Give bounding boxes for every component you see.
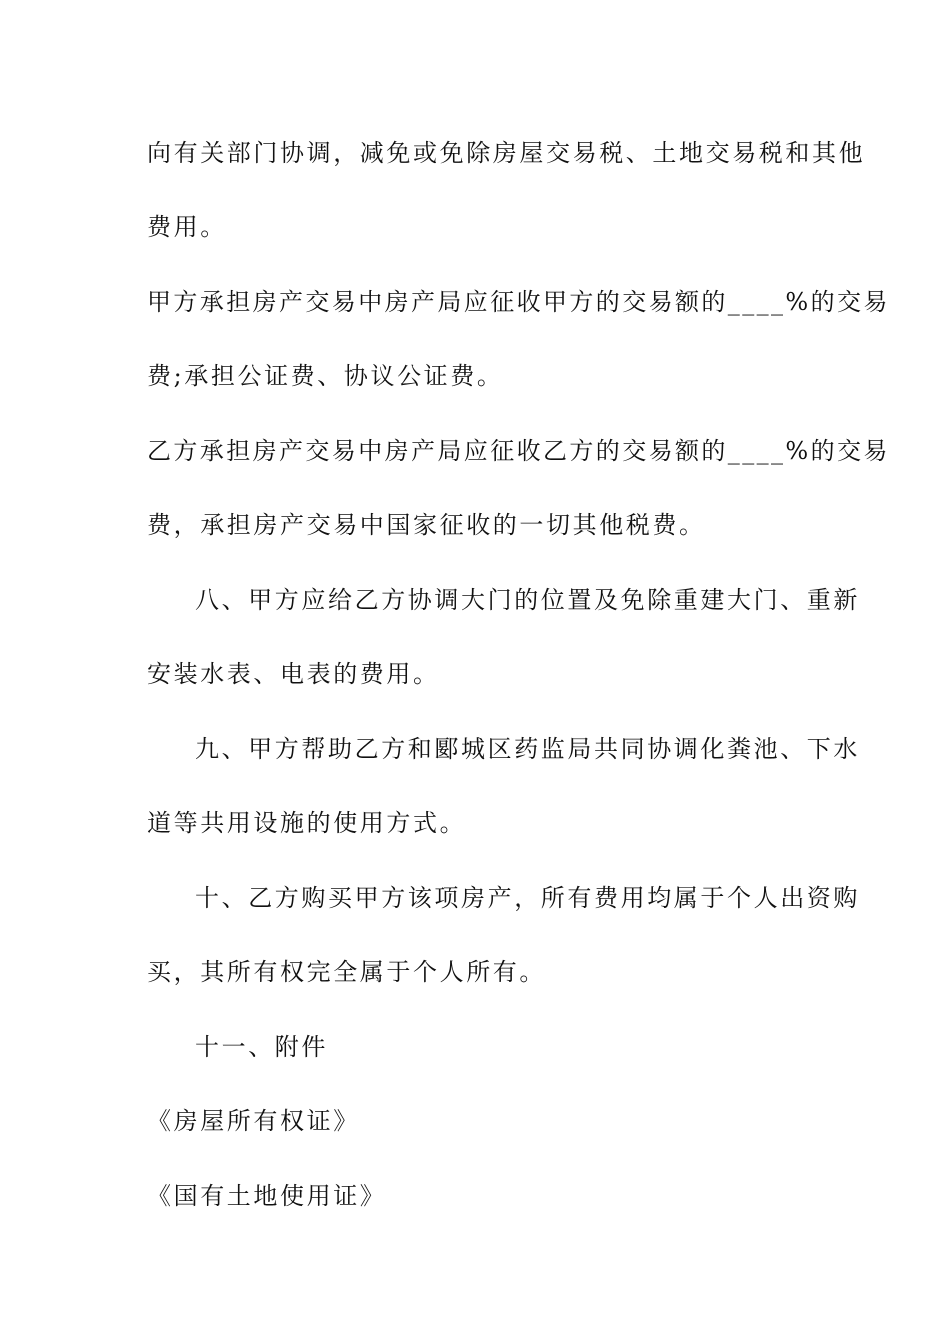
section-9-line: 九、甲方帮助乙方和郾城区药监局共同协调化粪池、下水	[195, 735, 860, 763]
text-line: 乙方承担房产交易中房产局应征收乙方的交易额的____%的交易	[147, 437, 890, 465]
text-line: 费;承担公证费、协议公证费。	[147, 362, 504, 390]
text-line: 费，承担房产交易中国家征收的一切其他税费。	[147, 511, 706, 539]
section-8-line: 八、甲方应给乙方协调大门的位置及免除重建大门、重新	[195, 586, 860, 614]
section-10-line: 十、乙方购买甲方该项房产，所有费用均属于个人出资购	[195, 884, 860, 912]
text-line: 买，其所有权完全属于个人所有。	[147, 958, 546, 986]
text-line: 向有关部门协调，减免或免除房屋交易税、土地交易税和其他	[147, 139, 866, 167]
text-line: 费用。	[147, 213, 227, 241]
text-line: 安装水表、电表的费用。	[147, 660, 440, 688]
text-line: 甲方承担房产交易中房产局应征收甲方的交易额的____%的交易	[147, 288, 890, 316]
attachment-item: 《房屋所有权证》	[147, 1107, 360, 1135]
text-line: 道等共用设施的使用方式。	[147, 809, 467, 837]
section-11-heading: 十一、附件	[195, 1033, 328, 1061]
attachment-item: 《国有土地使用证》	[147, 1182, 387, 1210]
